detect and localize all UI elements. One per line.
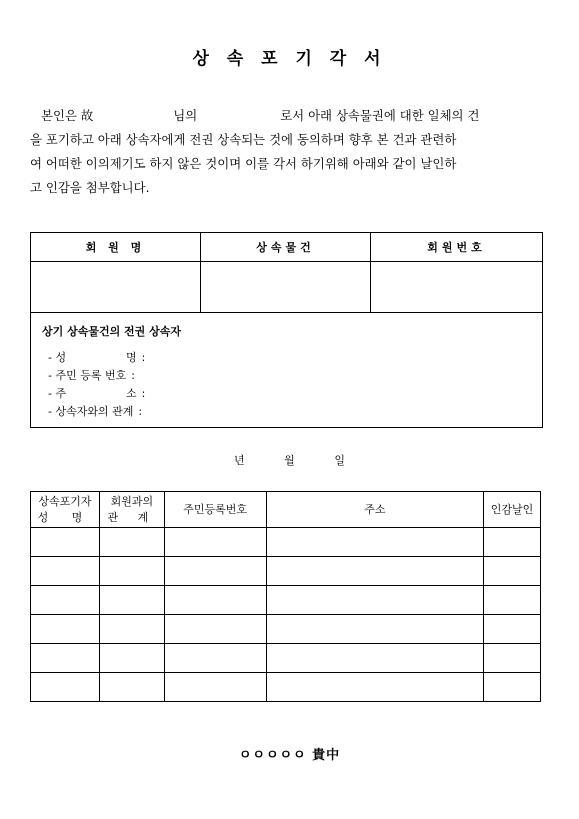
seal-cell[interactable]	[484, 586, 541, 615]
table-row	[31, 615, 541, 644]
intro-text: 로서 아래 상속물권에 대한 일체의 건	[280, 108, 480, 123]
address-cell[interactable]	[266, 644, 484, 673]
intro-text: 본인은 故	[41, 108, 94, 123]
date-year: 년	[234, 454, 245, 467]
seal-cell[interactable]	[484, 528, 541, 557]
relationship-cell[interactable]	[99, 673, 164, 702]
intro-line-4: 고 인감을 첨부합니다.	[30, 180, 150, 195]
header-text: 회원과의	[110, 494, 154, 508]
field-colon: :	[141, 351, 146, 364]
field-label: - 주	[48, 387, 67, 400]
signer-table-header	[31, 492, 541, 528]
relationship-cell[interactable]	[99, 557, 164, 586]
intro-line-1	[30, 104, 544, 128]
id-number-cell[interactable]	[164, 644, 266, 673]
intro-text: 님의	[173, 108, 198, 123]
field-colon: :	[131, 369, 135, 382]
header-text: 상속포기자	[38, 494, 92, 508]
header-id-number: 주민등록번호	[164, 492, 266, 528]
id-number-cell[interactable]	[164, 557, 266, 586]
header-address: 주소	[266, 492, 484, 528]
header-text: 성 명	[37, 510, 93, 524]
signer-table-body	[31, 528, 541, 702]
renouncer-name-cell[interactable]	[31, 615, 100, 644]
document-title: 상 속 포 기 각 서	[192, 49, 387, 69]
relationship-cell[interactable]	[99, 586, 164, 615]
header-relationship	[99, 492, 164, 528]
inheritance-item-table	[30, 232, 543, 428]
field-label: 명	[126, 351, 137, 364]
relationship-cell[interactable]	[99, 644, 164, 673]
table-row	[31, 644, 541, 673]
address-cell[interactable]	[266, 615, 484, 644]
intro-paragraph	[30, 104, 544, 200]
seal-cell[interactable]	[484, 673, 541, 702]
header-text: 관 계	[107, 510, 157, 524]
field-label: - 주민 등록 번호	[48, 369, 127, 382]
header-member-number: 회원번호	[427, 241, 486, 254]
member-number-cell[interactable]	[371, 262, 542, 312]
id-number-cell[interactable]	[164, 673, 266, 702]
renouncer-name-cell[interactable]	[31, 644, 100, 673]
heir-field-address[interactable]	[42, 385, 542, 403]
intro-line-2: 을 포기하고 아래 상속자에게 전권 상속되는 것에 동의하며 향후 본 건과 관련하	[30, 132, 457, 147]
header-member-name: 회 원 명	[31, 233, 201, 261]
heir-section-title: 상기 상속물건의 전권 상속자	[42, 325, 181, 338]
date-day: 일	[334, 454, 345, 467]
item-table-header	[31, 233, 542, 262]
field-colon: :	[141, 387, 146, 400]
relationship-cell[interactable]	[99, 615, 164, 644]
address-cell[interactable]	[266, 557, 484, 586]
address-cell[interactable]	[266, 673, 484, 702]
relationship-cell[interactable]	[99, 528, 164, 557]
table-row	[31, 586, 541, 615]
intro-line-3: 여 어떠한 이의제기도 하지 않은 것이며 이를 각서 하기위해 아래와 같이 날인하	[30, 156, 457, 171]
field-label: - 성	[48, 351, 67, 364]
member-name-cell[interactable]	[31, 262, 201, 312]
field-colon: :	[138, 405, 143, 418]
renouncer-name-cell[interactable]	[31, 586, 100, 615]
item-table-row	[31, 262, 542, 313]
recipient-line: ㅇㅇㅇㅇㅇ 貴中	[238, 748, 341, 763]
heir-field-name[interactable]	[42, 349, 542, 367]
address-cell[interactable]	[266, 586, 484, 615]
date-month: 월	[284, 454, 295, 467]
renouncer-name-cell[interactable]	[31, 528, 100, 557]
date-line	[0, 452, 579, 468]
signer-table	[30, 491, 541, 702]
field-label: 소	[126, 387, 137, 400]
table-row	[31, 528, 541, 557]
heir-field-id-number[interactable]	[42, 367, 542, 385]
table-row	[31, 673, 541, 702]
inherited-item-cell[interactable]	[201, 262, 371, 312]
seal-cell[interactable]	[484, 557, 541, 586]
seal-cell[interactable]	[484, 615, 541, 644]
id-number-cell[interactable]	[164, 528, 266, 557]
renouncer-name-cell[interactable]	[31, 673, 100, 702]
heir-section	[31, 313, 542, 427]
renouncer-name-cell[interactable]	[31, 557, 100, 586]
id-number-cell[interactable]	[164, 615, 266, 644]
header-seal: 인감날인	[484, 492, 541, 528]
id-number-cell[interactable]	[164, 586, 266, 615]
header-inherited-item: 상속물건	[201, 233, 371, 261]
address-cell[interactable]	[266, 528, 484, 557]
seal-cell[interactable]	[484, 644, 541, 673]
header-renouncer-name	[31, 492, 100, 528]
table-row	[31, 557, 541, 586]
field-label: - 상속자와의 관계	[48, 405, 134, 418]
heir-field-relationship[interactable]	[42, 403, 542, 421]
